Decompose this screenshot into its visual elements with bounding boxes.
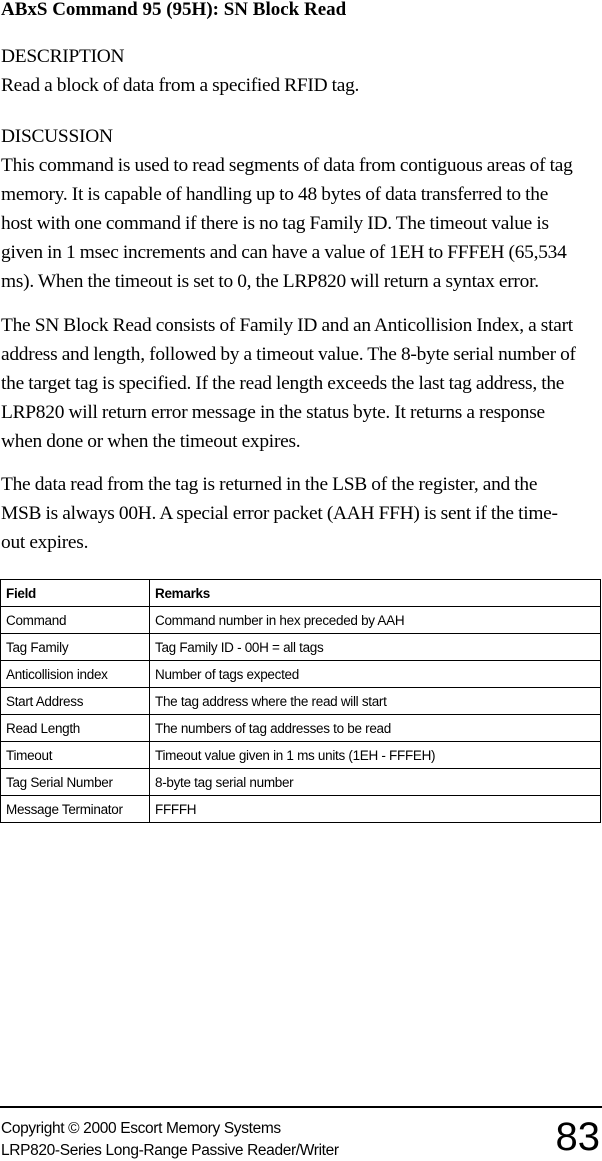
- paragraph-line: This command is used to read segments of data from contiguous areas of tag: [1, 155, 573, 176]
- description-heading: DESCRIPTION: [1, 46, 125, 67]
- remarks-cell: The numbers of tag addresses to be read: [150, 715, 601, 742]
- paragraph-line: address and length, followed by a timeout value. The 8-byte serial number of: [1, 344, 576, 365]
- field-cell: Read Length: [1, 715, 150, 742]
- description-section: [1, 42, 602, 100]
- field-cell: Command: [1, 607, 150, 634]
- field-cell: Tag Family: [1, 634, 150, 661]
- field-cell: Start Address: [1, 688, 150, 715]
- header-remarks: Remarks: [150, 580, 601, 607]
- field-cell: Timeout: [1, 742, 150, 769]
- paragraph-line: when done or when the timeout expires.: [1, 431, 301, 452]
- remarks-cell: Number of tags expected: [150, 661, 601, 688]
- remarks-cell: FFFFH: [150, 796, 601, 823]
- remarks-cell: The tag address where the read will start: [150, 688, 601, 715]
- footer-product: LRP820-Series Long-Range Passive Reader/Writer: [1, 1142, 339, 1159]
- paragraph-line: The data read from the tag is returned in the LSB of the register, and the: [1, 474, 538, 495]
- remarks-cell: 8-byte tag serial number: [150, 769, 601, 796]
- remarks-cell: Tag Family ID - 00H = all tags: [150, 634, 601, 661]
- footer-copyright: Copyright © 2000 Escort Memory Systems: [1, 1120, 281, 1137]
- paragraph-line: given in 1 msec increments and can have a value of 1EH to FFFEH (65,534: [1, 242, 567, 263]
- paragraph-line: out expires.: [1, 532, 89, 553]
- page-number: 83: [555, 1115, 600, 1159]
- table-row: [1, 769, 601, 796]
- paragraph-line: host with one command if there is no tag Family ID. The timeout value is: [1, 213, 549, 234]
- table-row: [1, 688, 601, 715]
- discussion-section: [1, 122, 602, 296]
- table-header-row: [1, 580, 601, 607]
- footer-divider: [0, 1106, 602, 1108]
- table-row: [1, 607, 601, 634]
- field-cell: Message Terminator: [1, 796, 150, 823]
- table-row: [1, 742, 601, 769]
- paragraph-line: the target tag is specified. If the read length exceeds the last tag address, the: [1, 373, 565, 394]
- table-row: [1, 796, 601, 823]
- description-line: Read a block of data from a specified RFID tag.: [1, 75, 360, 96]
- paragraph-line: LRP820 will return error message in the status byte. It returns a response: [1, 402, 545, 423]
- table-row: [1, 715, 601, 742]
- table-row: [1, 661, 601, 688]
- discussion-paragraph-3: [1, 470, 602, 557]
- discussion-paragraph-2: [1, 311, 602, 456]
- fields-table: [0, 579, 601, 823]
- discussion-heading: DISCUSSION: [1, 126, 113, 147]
- field-cell: Tag Serial Number: [1, 769, 150, 796]
- page-title: ABxS Command 95 (95H): SN Block Read: [1, 0, 347, 20]
- paragraph-line: MSB is always 00H. A special error packet (AAH FFH) is sent if the time-: [1, 503, 558, 524]
- field-cell: Anticollision index: [1, 661, 150, 688]
- table-row: [1, 634, 601, 661]
- paragraph-line: memory. It is capable of handling up to 48 bytes of data transferred to the: [1, 184, 549, 205]
- header-field: Field: [1, 580, 150, 607]
- remarks-cell: Command number in hex preceded by AAH: [150, 607, 601, 634]
- remarks-cell: Timeout value given in 1 ms units (1EH - FFFEH): [150, 742, 601, 769]
- paragraph-line: ms). When the timeout is set to 0, the LRP820 will return a syntax error.: [1, 271, 539, 292]
- paragraph-line: The SN Block Read consists of Family ID and an Anticollision Index, a start: [1, 315, 573, 336]
